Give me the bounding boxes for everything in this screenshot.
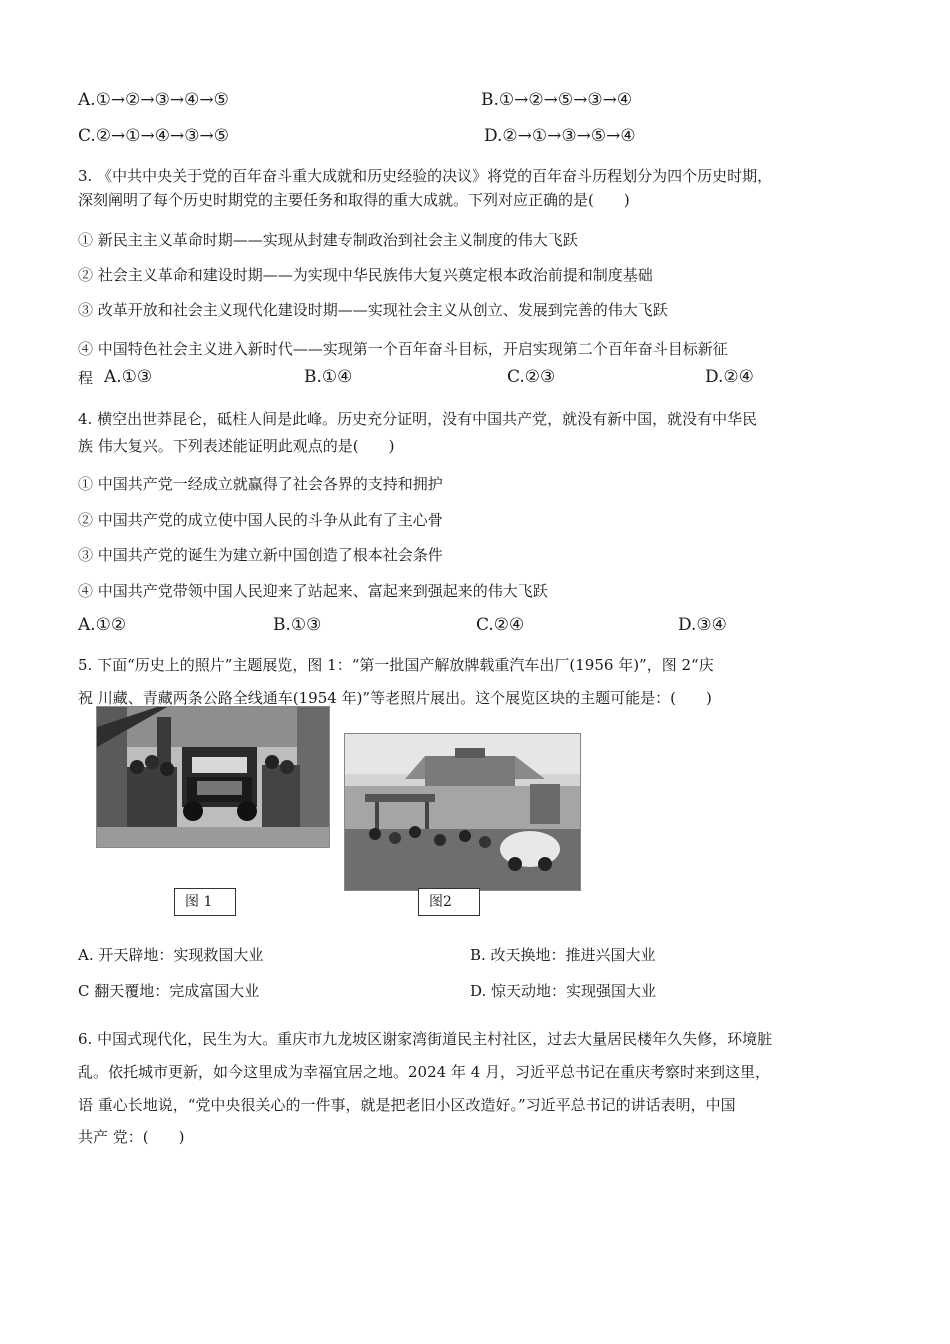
q2-option-b[interactable]: B.①→②→⑤→③→④ xyxy=(481,90,633,110)
figure-2-label: 图2 xyxy=(429,894,452,910)
q5-stem-line2: 祝 川藏、青藏两条公路全线通车(1954 年)”等老照片展出。这个展览区块的主题可能是：( ) xyxy=(78,689,712,707)
q3-option-d[interactable]: D.②④ xyxy=(705,367,754,387)
q3-stem-line1: 3. 《中共中央关于党的百年奋斗重大成就和历史经验的决议》将党的百年奋斗历程划分为四个历史时期， xyxy=(78,167,773,185)
q3-item-2: ② 社会主义革命和建设时期——为实现中华民族伟大复兴奠定根本政治前提和制度基础 xyxy=(78,266,653,284)
q4-option-b[interactable]: B.①③ xyxy=(273,615,322,635)
figure-2-caption xyxy=(418,888,480,916)
q3-option-a[interactable]: A.①③ xyxy=(104,367,153,387)
truck-photo-image xyxy=(97,707,329,847)
q4-option-a[interactable]: A.①② xyxy=(78,615,127,635)
figure-1-photo xyxy=(96,706,330,848)
q3-item-1: ① 新民主主义革命时期——实现从封建专制政治到社会主义制度的伟大飞跃 xyxy=(78,231,578,249)
q3-item-4-line2: 程 xyxy=(78,369,94,387)
figure-1-caption xyxy=(174,888,236,916)
q4-option-d[interactable]: D.③④ xyxy=(678,615,727,635)
q4-item-2: ② 中国共产党的成立使中国人民的斗争从此有了主心骨 xyxy=(78,511,443,529)
q4-item-4: ④ 中国共产党带领中国人民迎来了站起来、富起来到强起来的伟大飞跃 xyxy=(78,582,548,600)
q5-option-c[interactable]: C 翻天覆地：完成富国大业 xyxy=(78,982,260,1000)
q5-option-d[interactable]: D. 惊天动地：实现强国大业 xyxy=(470,982,657,1000)
q4-option-c[interactable]: C.②④ xyxy=(476,615,525,635)
q4-stem-line1: 4. 横空出世莽昆仑，砥柱人间是此峰。历史充分证明，没有中国共产党，就没有新中国，就没有中华民 xyxy=(78,410,758,428)
q4-item-1: ① 中国共产党一经成立就赢得了社会各界的支持和拥护 xyxy=(78,475,443,493)
q5-stem-line1: 5. 下面“历史上的照片”主题展览，图 1：“第一批国产解放牌载重汽车出厂(1956 年)”，图 2“庆 xyxy=(78,656,714,674)
q3-stem-line2: 深刻阐明了每个历史时期党的主要任务和取得的重大成就。下列对应正确的是( ) xyxy=(78,191,630,209)
q3-item-4-line1: ④ 中国特色社会主义进入新时代——实现第一个百年奋斗目标，开启实现第二个百年奋斗目标新征 xyxy=(78,340,728,358)
q2-option-a[interactable]: A.①→②→③→④→⑤ xyxy=(78,90,229,110)
q6-line3: 语 重心长地说，“党中央很关心的一件事，就是把老旧小区改造好。”习近平总书记的讲话表明，中国 xyxy=(78,1096,736,1114)
q6-line1: 6. 中国式现代化，民生为大。重庆市九龙坡区谢家湾街道民主村社区，过去大量居民楼年久失修，环境脏 xyxy=(78,1030,773,1048)
q3-item-3: ③ 改革开放和社会主义现代化建设时期——实现社会主义从创立、发展到完善的伟大飞跃 xyxy=(78,301,668,319)
q6-line4: 共产 党：( ) xyxy=(78,1128,185,1146)
celebration-photo-image xyxy=(345,734,580,890)
q2-option-d[interactable]: D.②→①→③→⑤→④ xyxy=(484,126,636,146)
q5-option-b[interactable]: B. 改天换地：推进兴国大业 xyxy=(470,946,656,964)
q6-line2: 乱。依托城市更新，如今这里成为幸福宜居之地。2024 年 4 月，习近平总书记在重庆考察时来到这里， xyxy=(78,1063,771,1081)
q5-option-a[interactable]: A. 开天辟地：实现救国大业 xyxy=(78,946,264,964)
q3-option-b[interactable]: B.①④ xyxy=(304,367,353,387)
q2-option-c[interactable]: C.②→①→④→③→⑤ xyxy=(78,126,229,146)
q4-item-3: ③ 中国共产党的诞生为建立新中国创造了根本社会条件 xyxy=(78,546,443,564)
q4-stem-line2: 族 伟大复兴。下列表述能证明此观点的是( ) xyxy=(78,437,395,455)
q3-option-c[interactable]: C.②③ xyxy=(507,367,556,387)
figure-1-label: 图 1 xyxy=(185,894,213,910)
figure-2-photo xyxy=(344,733,581,891)
